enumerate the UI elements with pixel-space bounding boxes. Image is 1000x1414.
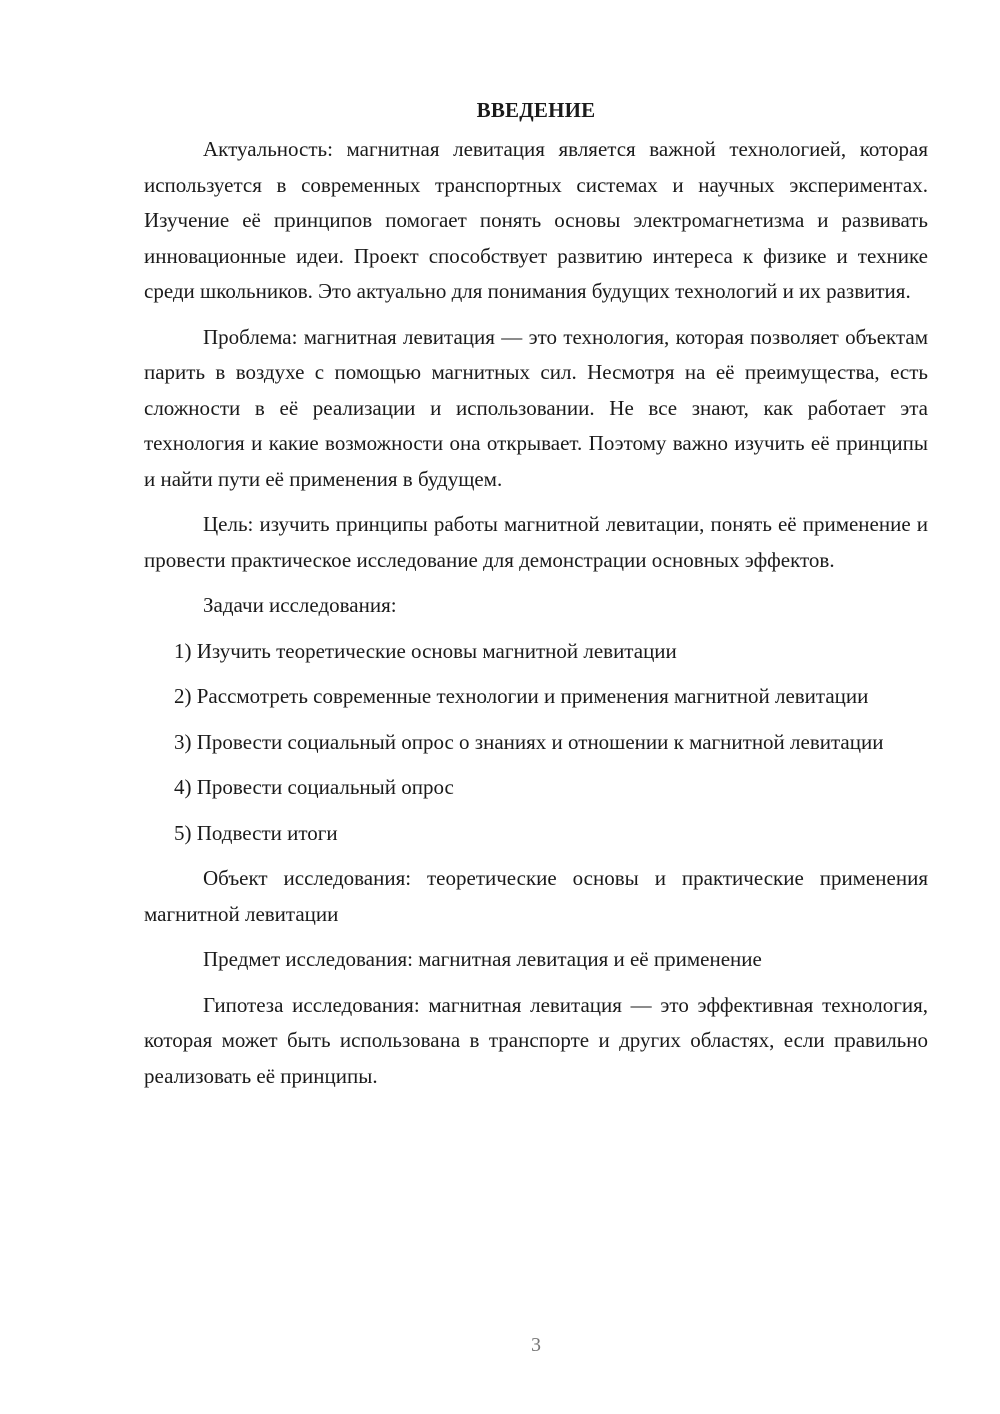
task-item: 4) Провести социальный опрос: [174, 775, 454, 799]
task-item: 2) Рассмотреть современные технологии и применения магнитной левитации: [174, 684, 869, 708]
task-item: 1) Изучить теоретические основы магнитной левитации: [174, 638, 677, 663]
task-item: 3) Провести социальный опрос о знаниях и отношении к магнитной левитации: [174, 729, 884, 754]
document-page: [144, 92, 928, 1104]
relevance-paragraph: Актуальность: магнитная левитация является важной технологией, которая используется в современных транспортных системах и научных экспериментах. Изучение её принципов помогает понять основы электромагнетизма и развивать инновационные идеи. Проект способствует развитию интереса к физике и технике среди школьников. Это актуально для понимания будущих технологий и их развития.: [144, 137, 928, 303]
hypothesis-paragraph: Гипотеза исследования: магнитная левитация — это эффективная технология, которая может быть использована в транспорте и других областях, если правильно реализовать её принципы.: [144, 992, 928, 1088]
tasks-heading: Задачи исследования:: [203, 593, 397, 617]
section-title: ВВЕДЕНИЕ: [476, 98, 596, 122]
tasks-list: [144, 634, 928, 852]
goal-paragraph: Цель: изучить принципы работы магнитной левитации, понять её применение и провести практическое исследование для демонстрации основных эффектов.: [144, 512, 928, 572]
page-number: 3: [531, 1334, 541, 1356]
subject-paragraph: Предмет исследования: магнитная левитация и её применение: [203, 947, 762, 971]
object-paragraph: Объект исследования: теоретические основы и практические применения магнитной левитации: [144, 866, 928, 926]
problem-paragraph: Проблема: магнитная левитация — это технология, которая позволяет объектам парить в воздухе с помощью магнитных сил. Несмотря на её преимущества, есть сложности в её реализации и использовании. Не все знают, как работает эта технология и какие возможности она открывает. Поэтому важно изучить её принципы и найти пути её применения в будущем.: [144, 324, 928, 491]
task-item: 5) Подвести итоги: [174, 820, 338, 845]
